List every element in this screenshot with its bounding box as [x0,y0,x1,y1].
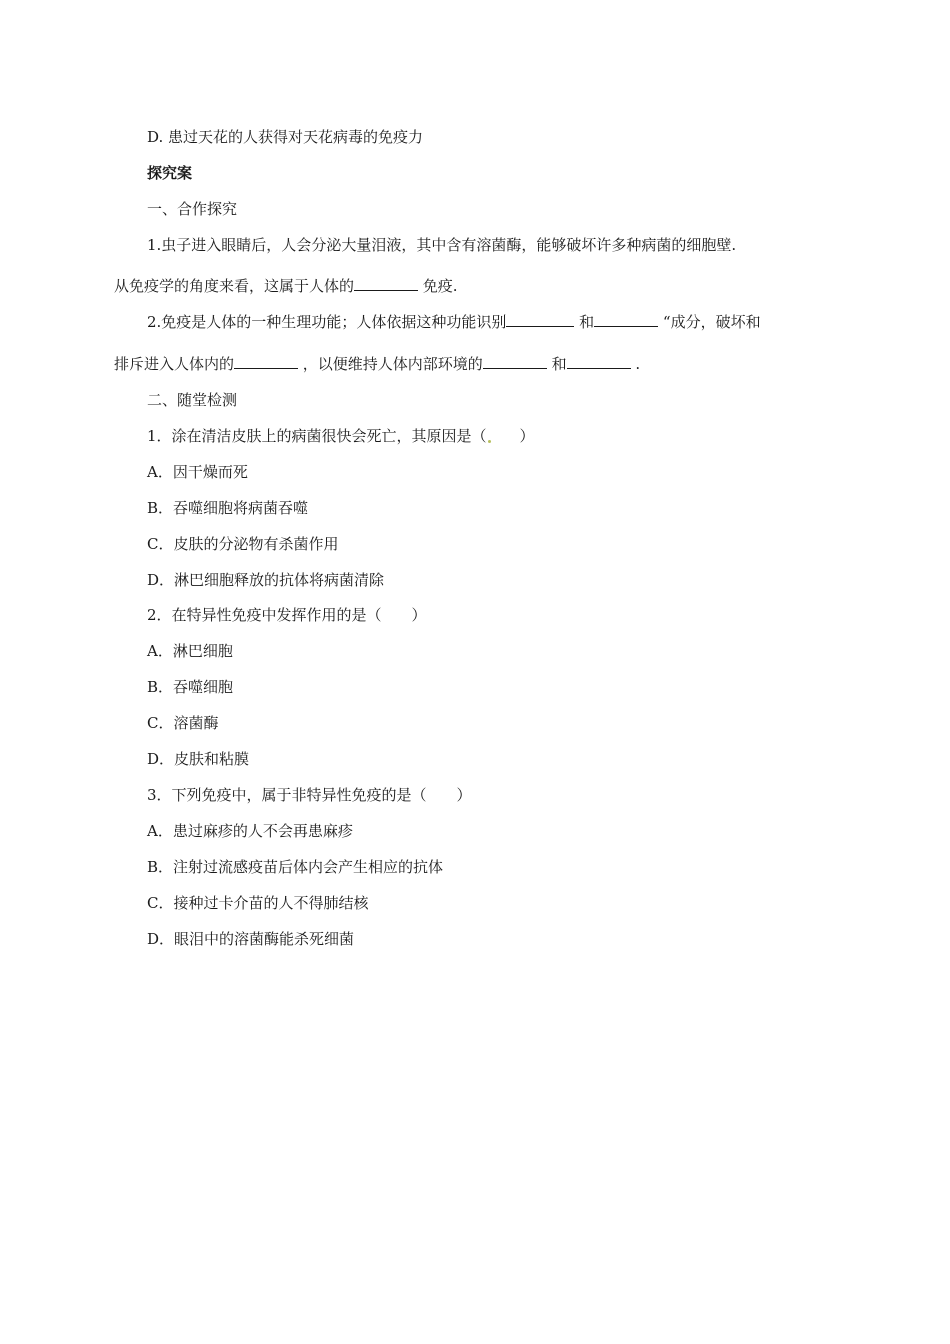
test-2-stem: 2．在特异性免疫中发挥作用的是（ ） [147,606,427,624]
q2-blank-1[interactable] [506,312,574,327]
q2-text-4: ，以便维持人体内部环境的 [302,355,483,373]
test-1-stem [147,426,535,446]
q1-answer-blank[interactable] [354,276,418,291]
test-3-option-c: C．接种过卡介苗的人不得肺结核 [147,894,369,912]
q2-text-end: . [635,355,641,373]
question-1-line-2 [114,276,458,296]
test-3-stem: 3．下列免疫中，属于非特异性免疫的是（ ） [147,786,472,804]
test-1-stem-end: ） [519,427,535,445]
q2-blank-2[interactable] [594,312,658,327]
previous-option-d: D. 患过天花的人获得对天花病毒的免疫力 [147,128,424,146]
question-1-line-1: 1.虫子进入眼睛后，人会分泌大量泪液，其中含有溶菌酶，能够破坏许多种病菌的细胞壁. [147,236,737,254]
test-3-option-a: A．患过麻疹的人不会再患麻疹 [147,822,353,840]
q2-blank-4[interactable] [483,354,547,369]
q2-text-and-2: 和 [551,355,567,373]
dot-mark-icon [488,440,491,443]
test-2-option-a: A．淋巴细胞 [147,642,233,660]
q2-text-3: 排斥进入人体内的 [114,355,235,373]
test-1-stem-text: 1．涂在清洁皮肤上的病菌很快会死亡，其原因是（ [147,427,487,445]
question-2-line-2 [114,354,640,374]
test-3-option-b: B．注射过流感疫苗后体内会产生相应的抗体 [147,858,444,876]
q2-text-2: “成分，破坏和 [662,313,761,331]
q1-text-before-blank: 从免疫学的角度来看，这属于人体的 [114,277,355,295]
section-title: 探究案 [147,164,193,182]
test-1-option-b: B．吞噬细胞将病菌吞噬 [147,499,309,517]
q2-blank-3[interactable] [234,354,298,369]
test-3-option-d: D．眼泪中的溶菌酶能杀死细菌 [147,930,355,948]
part1-title: 一、合作探究 [147,200,238,218]
question-2-line-1 [147,312,761,332]
test-2-option-d: D．皮肤和粘膜 [147,750,250,768]
q1-text-after-blank: 免疫. [418,277,458,295]
q2-blank-5[interactable] [567,354,631,369]
part2-title: 二、随堂检测 [147,391,238,409]
test-2-option-c: C．溶菌酶 [147,714,219,732]
test-1-option-c: C．皮肤的分泌物有杀菌作用 [147,535,339,553]
test-1-option-a: A．因干燥而死 [147,463,248,481]
test-2-option-b: B．吞噬细胞 [147,678,234,696]
q2-text-and-1: 和 [579,313,595,331]
q2-text-1: 2.免疫是人体的一种生理功能；人体依据这种功能识别 [147,313,507,331]
test-1-option-d: D．淋巴细胞释放的抗体将病菌清除 [147,571,385,589]
